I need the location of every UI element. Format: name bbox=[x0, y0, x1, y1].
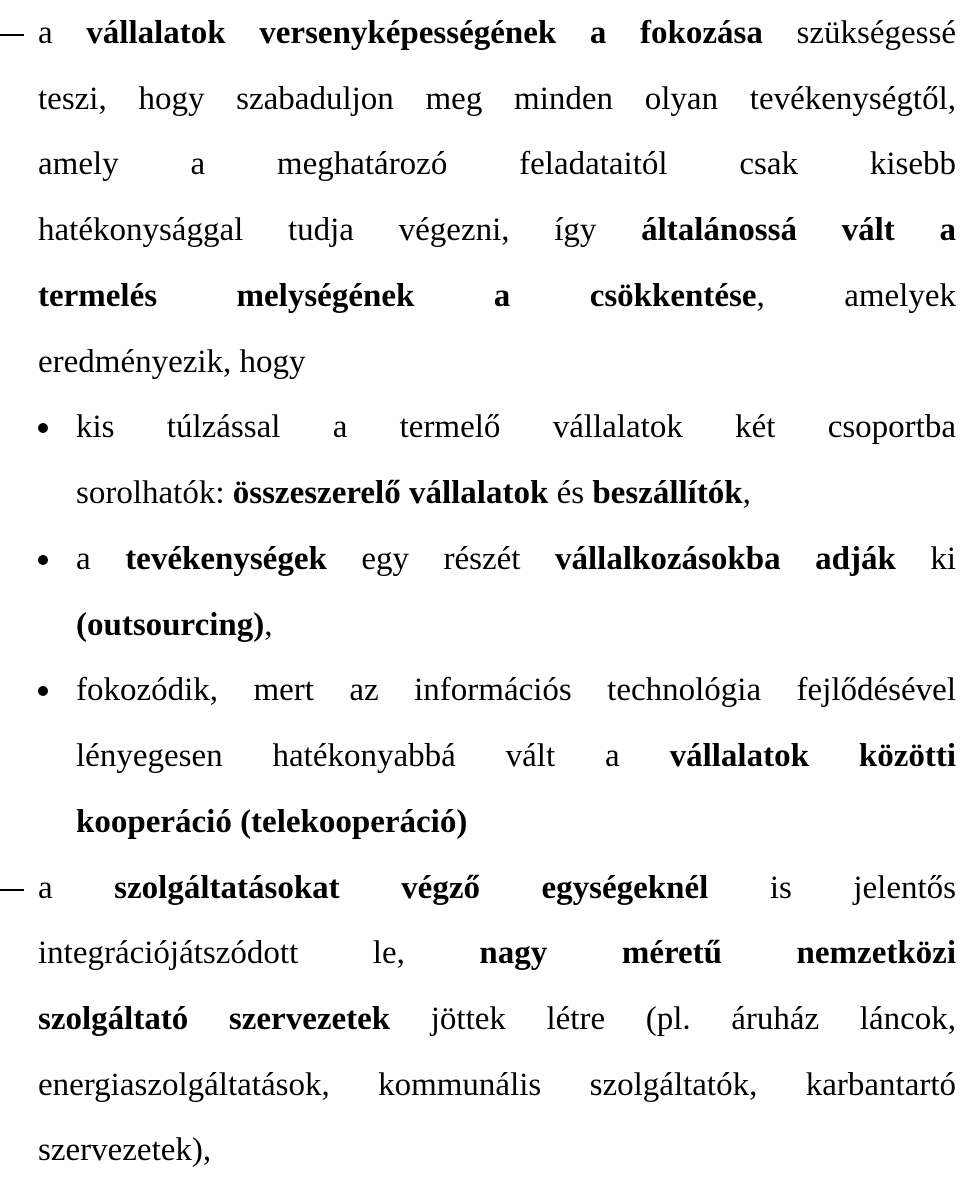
bold-text: (outsourcing) bbox=[76, 607, 265, 643]
text: sorolhatók: bbox=[76, 475, 233, 511]
paragraph-line bbox=[0, 197, 960, 263]
text: fokozódik, mert az információs technológia fejlődésével bbox=[76, 672, 956, 708]
text: teszi, hogy szabaduljon meg minden olyan tevékenységtől, bbox=[38, 81, 956, 117]
bold-text: kooperáció (telekooperáció) bbox=[76, 804, 468, 840]
bullet-marker bbox=[38, 423, 48, 433]
text: energiaszolgáltatások, kommunális szolgáltatók, karbantartó bbox=[38, 1067, 956, 1103]
text: a bbox=[76, 541, 126, 577]
paragraph-line bbox=[0, 1052, 960, 1118]
paragraph-line bbox=[0, 329, 960, 395]
text: is jelentős bbox=[708, 870, 957, 906]
text: , bbox=[264, 607, 273, 643]
paragraph-line bbox=[0, 855, 960, 921]
text: kis túlzással a termelő vállalatok két csoportba bbox=[76, 409, 956, 445]
paragraph-line bbox=[0, 920, 960, 986]
text: lényegesen hatékonyabbá vált a bbox=[76, 738, 670, 774]
bold-text: beszállítók bbox=[592, 475, 743, 511]
bullet-line bbox=[0, 460, 960, 526]
paragraph-line bbox=[0, 66, 960, 132]
bullet-line bbox=[0, 789, 960, 855]
bold-text: tevékenységek bbox=[125, 541, 327, 577]
bold-text: összeszerelő vállalatok bbox=[232, 475, 549, 511]
bullet-marker bbox=[38, 686, 48, 696]
text: a bbox=[38, 870, 115, 906]
text: szervezetek), bbox=[38, 1132, 212, 1168]
bullet-line bbox=[0, 592, 960, 658]
paragraph-line bbox=[0, 1117, 960, 1183]
text: egy részét bbox=[326, 541, 556, 577]
bold-text: általánossá vált a bbox=[641, 212, 956, 248]
text: szükségessé bbox=[762, 15, 956, 51]
bold-text: nagy méretű nemzetközi bbox=[479, 935, 956, 971]
bold-text: szolgáltató szervezetek bbox=[38, 1001, 391, 1037]
bullet-line bbox=[0, 526, 960, 592]
text: hatékonysággal tudja végezni, így bbox=[38, 212, 642, 248]
text: ki bbox=[895, 541, 956, 577]
bullet-marker bbox=[38, 555, 48, 565]
text: a bbox=[38, 15, 87, 51]
text: és bbox=[548, 475, 593, 511]
bold-text: szolgáltatásokat végző egységeknél bbox=[114, 870, 709, 906]
bullet-line bbox=[0, 657, 960, 723]
paragraph-line bbox=[0, 263, 960, 329]
bold-text: vállalkozásokba adják bbox=[555, 541, 896, 577]
text: integrációjátszódott le, bbox=[38, 935, 480, 971]
dash-marker bbox=[0, 34, 24, 36]
bullet-line bbox=[0, 723, 960, 789]
text: amely a meghatározó feladataitól csak kisebb bbox=[38, 146, 956, 182]
bold-text: vállalatok versenyképességének a fokozása bbox=[86, 15, 763, 51]
text: , bbox=[742, 475, 751, 511]
bold-text: termelés melységének a csökkentése bbox=[38, 278, 757, 314]
paragraph-line bbox=[0, 0, 960, 66]
text: jöttek létre (pl. áruház láncok, bbox=[390, 1001, 956, 1037]
dash-marker bbox=[0, 889, 24, 891]
bold-text: vállalatok közötti bbox=[669, 738, 956, 774]
paragraph-line bbox=[0, 131, 960, 197]
bullet-line bbox=[0, 394, 960, 460]
text: eredményezik, hogy bbox=[38, 344, 306, 380]
text: , amelyek bbox=[756, 278, 957, 314]
paragraph-line bbox=[0, 986, 960, 1052]
